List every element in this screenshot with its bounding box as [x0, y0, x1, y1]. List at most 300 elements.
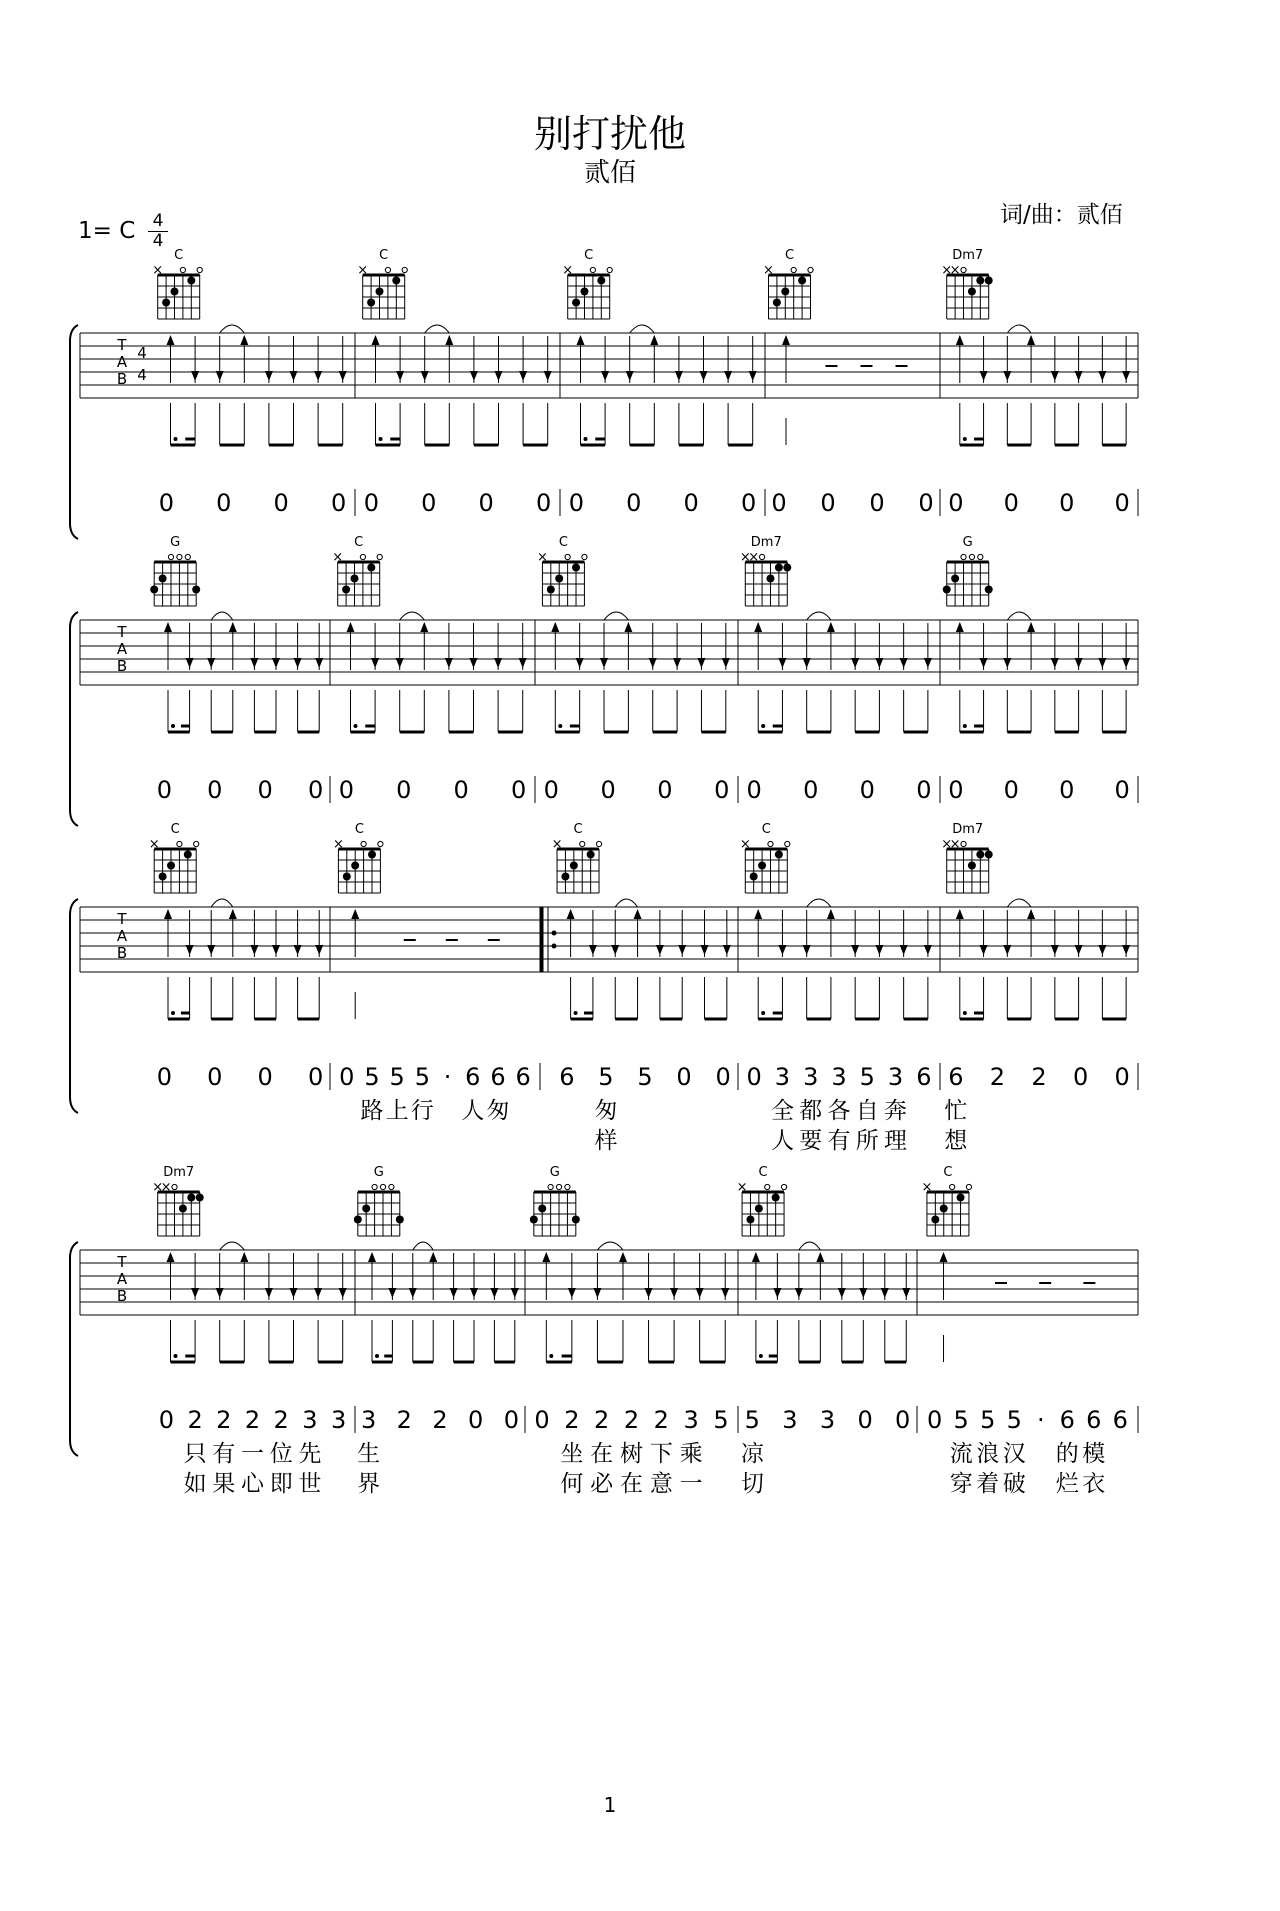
numbered-note: 5 — [364, 1063, 380, 1091]
numbered-note: 2 — [273, 1406, 289, 1434]
chord-diagram-c — [537, 535, 587, 606]
numbered-note: 0 — [307, 1063, 324, 1091]
strum-arrow-down — [600, 658, 608, 668]
numbered-note: 0 — [453, 776, 469, 804]
strum-arrow-up — [1027, 335, 1035, 345]
lyric-verse-2: 烂 — [1055, 1471, 1079, 1497]
chord-finger-dot — [758, 862, 766, 870]
numbered-note: 6 — [1059, 1406, 1075, 1434]
chord-finger-dot — [167, 862, 175, 870]
numbered-note: 6 — [490, 1063, 506, 1091]
rhythm-dot — [963, 724, 967, 728]
strum-tie — [1007, 899, 1031, 907]
chord-open-marker — [194, 841, 199, 846]
chord-open-marker — [402, 267, 407, 272]
chord-finger-dot — [968, 862, 976, 870]
chord-open-marker — [580, 841, 585, 846]
chord-mute-marker: × — [332, 550, 344, 565]
chord-name: C — [170, 822, 180, 837]
chord-finger-dot — [750, 873, 758, 881]
numbered-note: 5 — [414, 1063, 431, 1091]
numbered-note: 6 — [465, 1063, 481, 1091]
lyric-verse-1: 模 — [1082, 1441, 1106, 1467]
chord-finger-dot — [572, 299, 580, 307]
tab-clef-letter: A — [116, 1270, 128, 1288]
numbered-note: 6 — [1112, 1406, 1128, 1434]
strum-arrow-up — [372, 335, 380, 345]
tab-clef-letter: A — [116, 353, 128, 371]
strum-arrow-down — [851, 658, 859, 668]
chord-diagram-c — [737, 1165, 787, 1236]
strum-arrow-down — [980, 658, 988, 668]
strum-arrow-down — [697, 658, 705, 668]
numbered-note: 5 — [637, 1063, 653, 1091]
chord-mute-marker: × — [739, 550, 751, 565]
strum-arrow-down — [1003, 945, 1011, 955]
numbered-note: 0 — [503, 1406, 520, 1434]
lyric-verse-1: 忙 — [944, 1098, 968, 1124]
chord-finger-dot — [798, 277, 806, 285]
numbered-note: 0 — [478, 489, 494, 517]
strum-tie — [425, 325, 450, 333]
numbered-note: 6 — [515, 1063, 531, 1091]
chord-diagram-dm7 — [740, 535, 791, 606]
numbered-note: 2 — [1031, 1063, 1047, 1091]
strum-tie — [597, 1242, 623, 1250]
strum-arrow-up — [827, 622, 835, 632]
strum-arrow-down — [900, 658, 908, 668]
numbered-note: 0 — [918, 489, 934, 517]
chord-mute-marker: × — [551, 837, 563, 852]
rhythm-dot — [761, 724, 765, 728]
chord-diagram-c — [921, 1165, 971, 1236]
strum-arrow-down — [611, 945, 619, 955]
strum-arrow-down — [881, 1288, 889, 1298]
numbered-note: 2 — [623, 1406, 640, 1434]
strum-arrow-down — [421, 371, 429, 381]
rhythm-dot — [558, 724, 562, 728]
chord-name: C — [573, 822, 583, 837]
lyric-verse-1: 一 — [241, 1441, 264, 1467]
chord-finger-dot — [766, 575, 774, 583]
lyric-verse-1: 乘 — [679, 1441, 703, 1467]
lyric-verse-1: 的 — [1055, 1441, 1079, 1467]
chord-open-marker — [380, 1184, 385, 1189]
measure — [944, 899, 1138, 1154]
time-signature-bottom: 4 — [152, 231, 164, 251]
measure — [771, 333, 940, 517]
chord-open-marker — [168, 554, 173, 559]
numbered-note: 0 — [510, 776, 527, 804]
key-signature: 1= C — [78, 218, 136, 244]
strum-tie — [807, 612, 831, 620]
numbered-note: 5 — [953, 1406, 969, 1434]
measure — [948, 612, 1138, 804]
strum-arrow-down — [511, 1288, 519, 1298]
strum-arrow-up — [567, 909, 575, 919]
numbered-note: 2 — [216, 1406, 232, 1434]
chord-open-marker — [590, 267, 595, 272]
chord-open-marker — [607, 267, 612, 272]
numbered-note: 0 — [1114, 1063, 1130, 1091]
strum-arrow-down — [626, 371, 634, 381]
lyric-verse-1: 先 — [298, 1441, 322, 1467]
chord-name: G — [549, 1165, 560, 1180]
strum-arrow-down — [803, 945, 811, 955]
chord-open-marker — [385, 267, 390, 272]
numbered-note: 0 — [257, 1063, 273, 1091]
lyric-verse-1: 行 — [410, 1098, 434, 1124]
numbered-note: 0 — [740, 489, 757, 517]
chord-name: C — [584, 248, 594, 263]
lyric-verse-2: 着 — [976, 1471, 1000, 1497]
numbered-note: 0 — [330, 489, 347, 517]
chord-open-marker — [969, 554, 974, 559]
lyric-verse-2: 人 — [770, 1128, 794, 1154]
strum-arrow-down — [803, 658, 811, 668]
system-bracket — [70, 1242, 78, 1456]
chord-finger-dot — [171, 288, 179, 296]
lyric-verse-2: 何 — [560, 1471, 584, 1497]
strum-arrow-down — [778, 658, 786, 668]
strum-tie — [1007, 325, 1031, 333]
numbered-note: 0 — [207, 1063, 223, 1091]
chord-finger-dot — [746, 1216, 754, 1224]
chord-finger-dot — [755, 1205, 763, 1213]
measure — [569, 325, 765, 517]
chord-open-marker — [180, 267, 185, 272]
chord-mute-marker: × — [941, 263, 953, 278]
strum-arrow-down — [1075, 945, 1083, 955]
numbered-note: 5 — [980, 1406, 996, 1434]
strum-arrow-up — [577, 335, 585, 345]
strum-arrow-down — [314, 371, 322, 381]
chord-finger-dot — [931, 1216, 939, 1224]
strum-tie — [413, 1242, 433, 1250]
chord-finger-dot — [530, 1216, 538, 1224]
rhythm-dot — [171, 1011, 175, 1015]
strum-arrow-down — [445, 658, 453, 668]
system-bracket — [70, 325, 78, 539]
lyric-verse-2: 意 — [649, 1471, 673, 1497]
numbered-note: 2 — [564, 1406, 580, 1434]
chord-finger-dot — [362, 1205, 370, 1213]
lyric-verse-1: 位 — [269, 1441, 293, 1467]
rhythm-dot — [379, 437, 383, 441]
lyric-verse-2: 理 — [884, 1128, 908, 1154]
numbered-note: 0 — [715, 1063, 731, 1091]
chord-mute-marker: × — [160, 1180, 172, 1195]
rhythm-dot — [761, 1011, 765, 1015]
chord-finger-dot — [572, 564, 580, 572]
numbered-note: 3 — [774, 1063, 791, 1091]
chord-finger-dot — [343, 873, 351, 881]
chord-finger-dot — [985, 277, 993, 285]
strum-arrow-down — [701, 945, 709, 955]
lyric-verse-2: 即 — [269, 1471, 293, 1497]
strum-arrow-down — [294, 658, 302, 668]
lyric-verse-1: 浪 — [976, 1441, 1000, 1467]
strum-arrow-up — [429, 1252, 437, 1262]
numbered-note: 0 — [746, 1063, 762, 1091]
strum-arrow-down — [290, 1288, 298, 1298]
lyric-verse-1: 匆 — [594, 1098, 618, 1124]
measure — [364, 325, 560, 517]
strum-arrow-up — [240, 1252, 248, 1262]
chord-mute-marker: × — [921, 1180, 933, 1195]
chord-name: C — [354, 535, 364, 550]
tab-clef-letter: T — [117, 910, 127, 928]
chord-name: C — [761, 822, 771, 837]
strum-arrow-up — [650, 335, 658, 345]
strum-arrow-down — [315, 945, 323, 955]
chord-mute-marker: × — [152, 263, 164, 278]
strum-arrow-down — [649, 658, 657, 668]
chord-open-marker — [978, 554, 983, 559]
numbered-note: 0 — [207, 776, 223, 804]
chord-finger-dot — [976, 851, 984, 859]
lyric-verse-1: 汉 — [1002, 1441, 1026, 1467]
strum-arrow-down — [721, 1288, 729, 1298]
chord-diagram-g — [943, 535, 993, 606]
chord-name: Dm7 — [952, 248, 984, 263]
chord-finger-dot — [957, 1194, 965, 1202]
chord-finger-dot — [376, 288, 384, 296]
strum-arrow-down — [216, 371, 224, 381]
numbered-note: 6 — [948, 1063, 964, 1091]
strum-arrow-down — [494, 658, 502, 668]
numbered-note: 0 — [820, 489, 836, 517]
strum-arrow-down — [294, 945, 302, 955]
lyric-verse-2: 穿 — [949, 1471, 973, 1497]
chord-mute-marker: × — [536, 550, 548, 565]
chord-finger-dot — [184, 851, 192, 859]
strum-tie — [220, 325, 245, 333]
lyric-verse-1: 有 — [212, 1441, 236, 1467]
strum-arrow-down — [1122, 658, 1130, 668]
strum-arrow-down — [656, 945, 664, 955]
strum-arrow-down — [216, 1288, 224, 1298]
chord-mute-marker: × — [562, 263, 574, 278]
strum-arrow-up — [445, 335, 453, 345]
credits: 词/曲：贰佰 — [1000, 202, 1123, 228]
strum-arrow-down — [900, 945, 908, 955]
chord-open-marker — [377, 554, 382, 559]
numbered-note: 3 — [302, 1406, 318, 1434]
system-bracket — [70, 899, 78, 1113]
strum-arrow-down — [700, 371, 708, 381]
strum-arrow-down — [1075, 371, 1083, 381]
chord-open-marker — [565, 554, 570, 559]
lyric-verse-1: 坐 — [560, 1441, 584, 1467]
strum-arrow-down — [409, 1288, 417, 1298]
lyric-verse-1: 生 — [357, 1441, 381, 1467]
chord-name: G — [373, 1165, 384, 1180]
numbered-note: 3 — [887, 1063, 904, 1091]
strum-arrow-up — [420, 622, 428, 632]
strum-arrow-down — [601, 371, 609, 381]
chord-finger-dot — [351, 575, 359, 583]
rhythm-dot — [574, 1011, 578, 1015]
strum-arrow-down — [778, 945, 786, 955]
strum-arrow-down — [396, 371, 404, 381]
strum-arrow-down — [272, 945, 280, 955]
numbered-note: 5 — [859, 1063, 875, 1091]
strum-arrow-down — [1051, 658, 1059, 668]
chord-open-marker — [961, 267, 966, 272]
strum-arrow-up — [754, 909, 762, 919]
chord-finger-dot — [772, 1194, 780, 1202]
song-artist: 贰佰 — [583, 158, 636, 188]
strum-arrow-up — [368, 1252, 376, 1262]
score-system — [70, 1242, 1138, 1497]
lyric-verse-2: 一 — [679, 1471, 703, 1497]
lyric-verse-2: 衣 — [1082, 1471, 1106, 1497]
strum-arrow-up — [167, 1252, 175, 1262]
rhythm-dot — [759, 1354, 763, 1358]
lyric-verse-1: 奔 — [884, 1098, 908, 1124]
strum-tie — [400, 612, 425, 620]
chord-finger-dot — [985, 586, 993, 594]
strum-arrow-down — [495, 371, 503, 381]
numbered-note: 5 — [713, 1406, 729, 1434]
chord-finger-dot — [951, 575, 959, 583]
numbered-note: 0 — [657, 776, 673, 804]
chord-open-marker — [361, 841, 366, 846]
lyric-verse-1: 流 — [949, 1441, 973, 1467]
numbered-note: 0 — [746, 776, 762, 804]
numbered-note: 3 — [831, 1063, 847, 1091]
strum-arrow-down — [339, 371, 347, 381]
strum-arrow-down — [396, 658, 404, 668]
chord-open-marker — [950, 1184, 955, 1189]
chord-finger-dot — [976, 277, 984, 285]
chord-finger-dot — [581, 288, 589, 296]
strum-arrow-down — [589, 945, 597, 955]
strum-arrow-up — [347, 622, 355, 632]
chord-open-marker — [172, 1184, 177, 1189]
numbered-note: 0 — [534, 1406, 550, 1434]
strum-tie — [630, 325, 655, 333]
strum-tie — [211, 899, 233, 907]
numbered-note: 0 — [363, 489, 380, 517]
lyric-verse-1: 在 — [590, 1441, 614, 1467]
measure — [741, 1242, 917, 1497]
numbered-note: 0 — [257, 776, 273, 804]
rhythm-dot — [584, 437, 588, 441]
strum-arrow-up — [827, 909, 835, 919]
chord-name: Dm7 — [750, 535, 782, 550]
tab-clef-letter: B — [116, 1287, 128, 1305]
chord-diagram-g — [150, 535, 200, 606]
measure — [544, 612, 738, 804]
chord-open-marker — [548, 1184, 553, 1189]
chord-open-marker — [596, 841, 601, 846]
numbered-note: 2 — [989, 1063, 1006, 1091]
tab-clef-letter: T — [117, 623, 127, 641]
chord-finger-dot — [968, 288, 976, 296]
chord-open-marker — [197, 267, 202, 272]
chord-diagram-c — [562, 248, 612, 319]
chord-finger-dot — [775, 851, 783, 859]
chord-finger-dot — [943, 586, 951, 594]
lyric-verse-1: 只 — [183, 1441, 207, 1467]
numbered-note: 0 — [158, 1406, 175, 1434]
lyric-verse-2: 所 — [855, 1128, 879, 1154]
strum-tie — [1007, 612, 1031, 620]
strum-arrow-up — [619, 1252, 627, 1262]
chord-open-marker — [556, 1184, 561, 1189]
rhythm-dot — [354, 724, 358, 728]
strum-arrow-up — [754, 622, 762, 632]
chord-mute-marker: × — [949, 263, 961, 278]
numbered-note: 5 — [598, 1063, 614, 1091]
numbered-note: 0 — [803, 776, 819, 804]
chord-name: C — [379, 248, 389, 263]
strum-arrow-down — [207, 658, 215, 668]
strum-arrow-down — [902, 1288, 910, 1298]
lyric-verse-1: 自 — [855, 1098, 879, 1124]
strum-arrow-down — [544, 371, 552, 381]
strum-arrow-down — [724, 371, 732, 381]
strum-tie — [220, 1242, 245, 1250]
measure — [339, 612, 535, 804]
numbered-note: 0 — [927, 1406, 943, 1434]
strum-arrow-down — [749, 371, 757, 381]
chord-finger-dot — [367, 299, 375, 307]
chord-finger-dot — [179, 1205, 187, 1213]
lyric-verse-2: 如 — [183, 1471, 207, 1497]
strum-arrow-down — [859, 1288, 867, 1298]
numbered-note: 0 — [948, 489, 964, 517]
lyric-verse-2: 世 — [298, 1471, 322, 1497]
rhythm-dot — [963, 1011, 967, 1015]
numbered-note: 0 — [869, 489, 885, 517]
strum-arrow-up — [634, 909, 642, 919]
strum-arrow-down — [191, 1288, 199, 1298]
lyric-verse-2: 样 — [594, 1128, 618, 1154]
chord-finger-dot — [342, 586, 350, 594]
chord-finger-dot — [781, 288, 789, 296]
strum-arrow-up — [956, 335, 964, 345]
numbered-note: 6 — [559, 1063, 575, 1091]
strum-arrow-up — [240, 335, 248, 345]
strum-arrow-down — [265, 1288, 273, 1298]
strum-arrow-down — [314, 1288, 322, 1298]
numbered-note: 0 — [600, 776, 616, 804]
strum-tie — [211, 612, 233, 620]
chord-mute-marker: × — [152, 1180, 164, 1195]
lyric-verse-2: 果 — [212, 1471, 236, 1497]
measure — [747, 612, 940, 804]
page-number: 1 — [603, 1793, 617, 1817]
chord-open-marker — [791, 267, 796, 272]
lyric-verse-1: 凉 — [740, 1441, 764, 1467]
chord-name: C — [784, 248, 795, 263]
chord-open-marker — [785, 841, 790, 846]
numbered-note: 6 — [916, 1063, 932, 1091]
chord-name: C — [943, 1165, 953, 1180]
chord-finger-dot — [783, 564, 791, 572]
strum-tie — [615, 899, 637, 907]
lyric-verse-1: 人 — [461, 1098, 485, 1124]
strum-arrow-down — [191, 371, 199, 381]
strum-arrow-down — [851, 945, 859, 955]
numbered-note: 0 — [948, 776, 964, 804]
strum-arrow-down — [875, 945, 883, 955]
strum-arrow-up — [229, 909, 237, 919]
lyric-verse-2: 有 — [827, 1128, 851, 1154]
